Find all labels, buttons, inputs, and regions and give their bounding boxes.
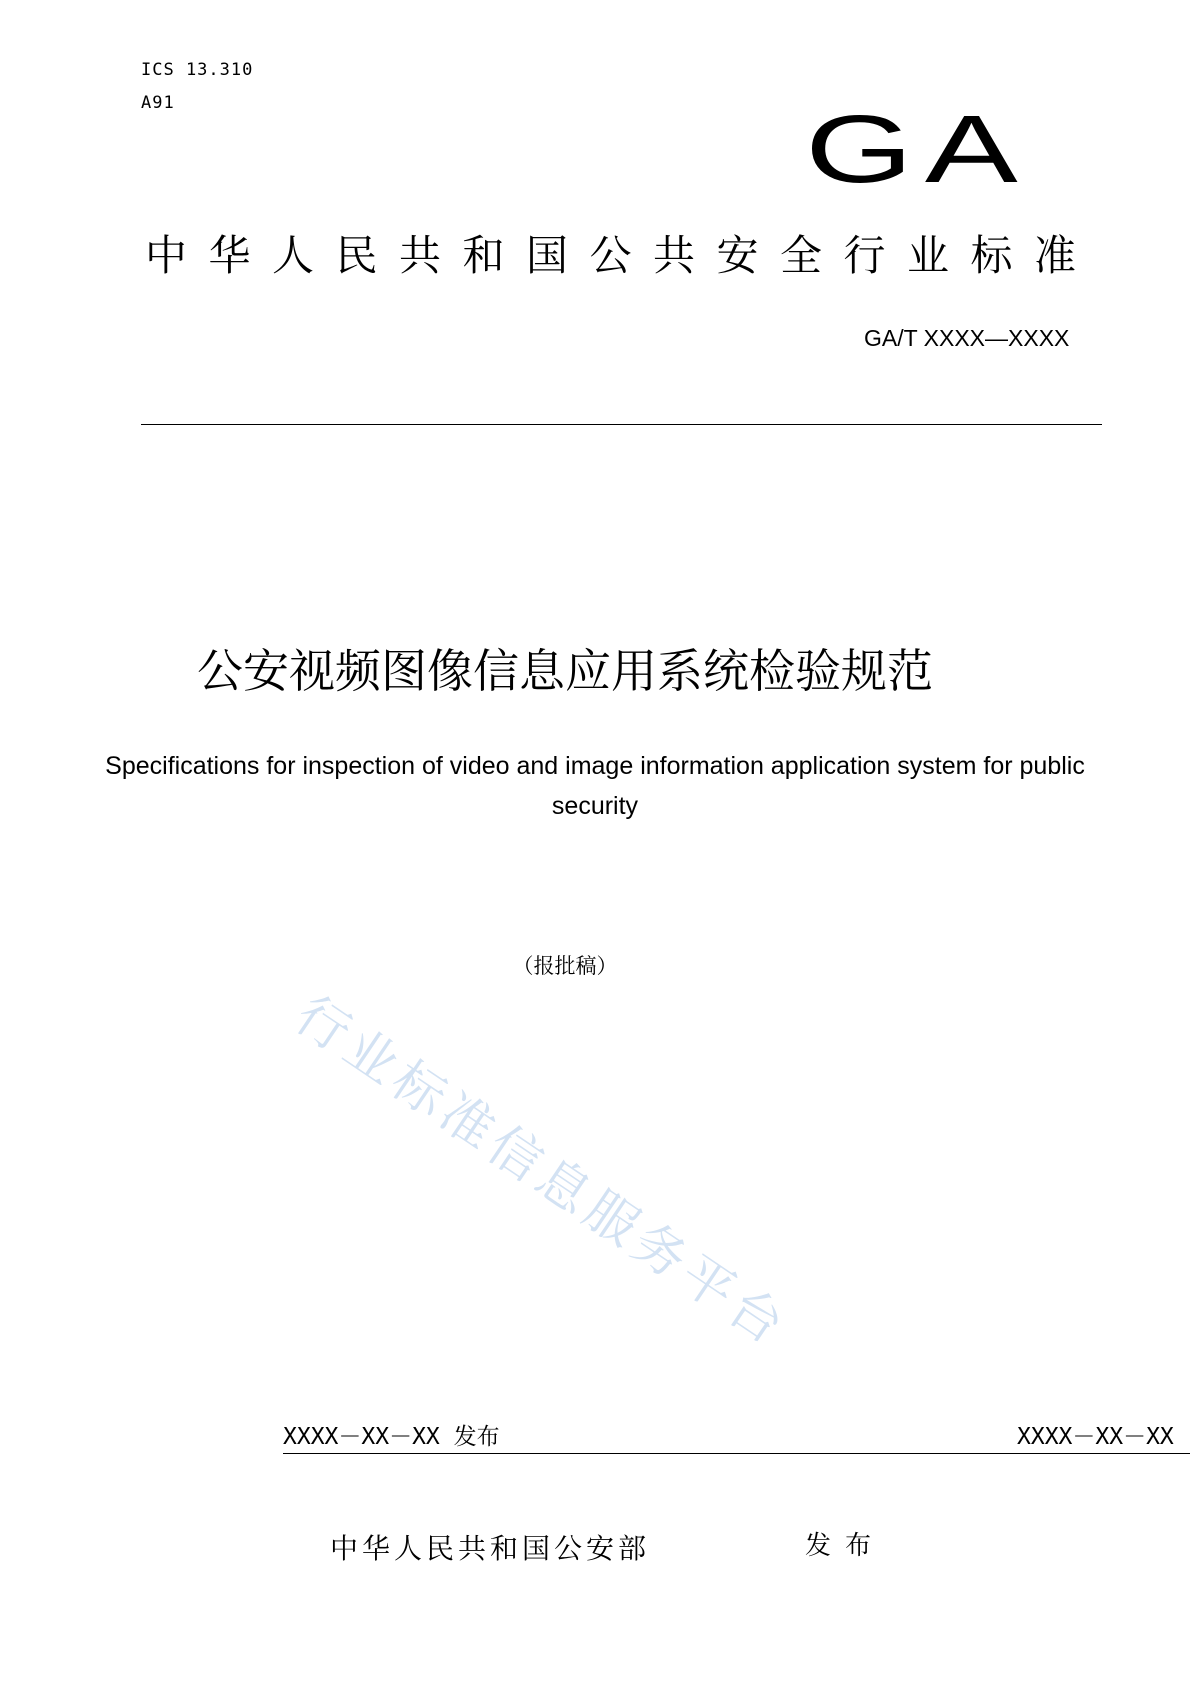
document-title-english: Specifications for inspection of video and image information application system for public security bbox=[105, 752, 1085, 820]
ga-logo: GA bbox=[805, 96, 1030, 203]
standard-type-heading: 中华人民共和国公共安全行业标准 bbox=[145, 231, 1098, 280]
draft-status: （报批稿） bbox=[512, 954, 618, 978]
classification-code: A91 bbox=[141, 93, 175, 113]
implement-date: XXXX－XX－XX bbox=[1017, 1424, 1174, 1450]
standard-number: GA/T XXXX—XXXX bbox=[864, 325, 1070, 351]
bottom-divider bbox=[283, 1453, 1190, 1454]
document-title-chinese: 公安视频图像信息应用系统检验规范 bbox=[197, 644, 933, 698]
top-divider bbox=[141, 424, 1102, 425]
issued-label: 发布 bbox=[805, 1531, 886, 1561]
ics-code: ICS 13.310 bbox=[141, 60, 254, 80]
watermark: 行业标准信息服务平台 bbox=[284, 985, 799, 1360]
issuing-authority: 中华人民共和国公安部 bbox=[330, 1532, 651, 1565]
publish-date: XXXX－XX－XX 发布 bbox=[283, 1424, 500, 1450]
